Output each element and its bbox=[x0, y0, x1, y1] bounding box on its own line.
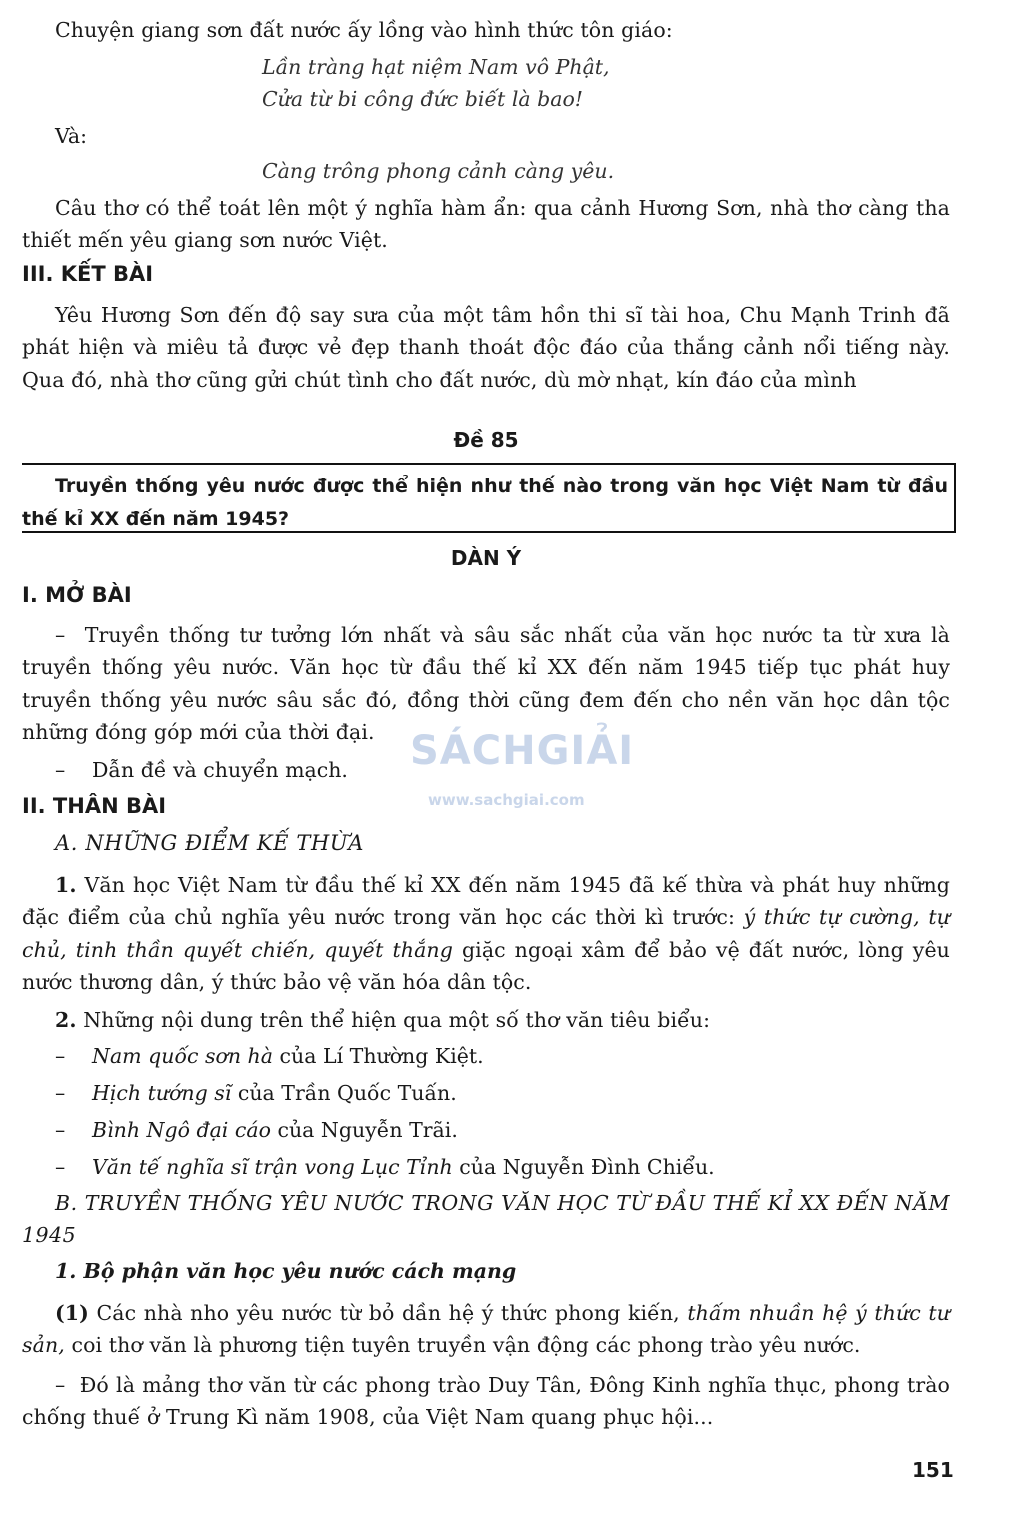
text: Những nội dung trên thể hiện qua một số thơ văn tiêu biểu: bbox=[83, 1008, 711, 1032]
text: Các nhà nho yêu nước từ bỏ dần hệ ý thức phong kiến, bbox=[96, 1301, 680, 1325]
dash: – bbox=[55, 623, 66, 647]
dash: – bbox=[55, 1044, 66, 1068]
poem-quote-1 bbox=[262, 52, 610, 115]
item-number: 1. bbox=[55, 873, 77, 897]
outline-title: DÀN Ý bbox=[450, 546, 522, 570]
work-author: của Lí Thường Kiệt. bbox=[279, 1044, 484, 1068]
work-author: của Nguyễn Đình Chiểu. bbox=[459, 1155, 715, 1179]
list-item bbox=[55, 754, 348, 786]
subheading-a: A. NHỮNG ĐIỂM KẾ THỪA bbox=[55, 831, 364, 855]
work-title: Nam quốc sơn hà bbox=[92, 1044, 273, 1068]
watermark-logo: SÁCHGIẢI bbox=[410, 728, 635, 774]
text: coi thơ văn là phương tiện tuyên truyền vận động các phong trào yêu nước. bbox=[71, 1333, 861, 1358]
dash: – bbox=[55, 1373, 66, 1397]
work-title: Bình Ngô đại cáo bbox=[92, 1118, 271, 1142]
paragraph bbox=[22, 1369, 950, 1434]
italic-text: ý thức tự cường, tự chủ, tinh thần quyết chiến, quyết thắng bbox=[22, 905, 950, 962]
text: Dẫn đề và chuyển mạch. bbox=[92, 758, 348, 782]
poem-quote-2: Càng trông phong cảnh càng yêu. bbox=[262, 159, 615, 183]
paragraph: Câu thơ có thể toát lên một ý nghĩa hàm ẩn: qua cảnh Hương Sơn, nhà thơ càng tha thiết mến yêu giang sơn nước Việt. bbox=[22, 196, 950, 253]
paragraph: Yêu Hương Sơn đến độ say sưa của một tâm hồn thi sĩ tài hoa, Chu Mạnh Trinh đã phát hiện và miêu tả được vẻ đẹp thanh thoát độc đáo của thắng cảnh nổi tiếng này. Qua đó, nhà thơ cũng gửi chút tình cho đất nước, dù mờ nhạt, kín đáo của mình bbox=[22, 303, 950, 392]
question-text: Truyền thống yêu nước được thể hiện như thế nào trong văn học Việt Nam từ đầu thế kỉ XX đến năm 1945? bbox=[22, 475, 948, 530]
poem-line: Lần tràng hạt niệm Nam vô Phật, bbox=[262, 55, 610, 79]
watermark-url: www.sachgiai.com bbox=[428, 791, 585, 809]
subheading-b1: 1. Bộ phận văn học yêu nước cách mạng bbox=[55, 1259, 517, 1283]
work-item bbox=[55, 1040, 484, 1072]
dash: – bbox=[55, 1081, 66, 1105]
work-author: của Trần Quốc Tuấn. bbox=[237, 1081, 457, 1105]
text: giặc ngoại xâm để bảo vệ đất nước, lòng yêu nước thương dân, ý thức bảo vệ văn hóa dân tộc. bbox=[22, 937, 950, 994]
watermark bbox=[410, 728, 635, 818]
item-number: (1) bbox=[55, 1301, 89, 1325]
text: Truyền thống tư tưởng lớn nhất và sâu sắc nhất của văn học nước ta từ xưa là truyền thống yêu nước. Văn học từ đầu thế kỉ XX đến năm 1945 tiếp tục phát huy truyền thống yêu nước sâu sắc đó, đồng thời cũng đem đến cho nền văn học dân tộc những đóng góp mới của thời đại. bbox=[22, 623, 950, 744]
page-number: 151 bbox=[912, 1458, 954, 1482]
work-item bbox=[55, 1077, 457, 1109]
item-number: 2. bbox=[55, 1008, 77, 1032]
and-label: Và: bbox=[55, 124, 88, 148]
dash: – bbox=[55, 1155, 66, 1179]
paragraph bbox=[22, 869, 950, 998]
poem-line: Cửa từ bi công đức biết là bao! bbox=[262, 86, 584, 111]
subheading-b: B. TRUYỀN THỐNG YÊU NƯỚC TRONG VĂN HỌC TỪ ĐẦU THẾ KỈ XX ĐẾN NĂM 1945 bbox=[22, 1191, 950, 1248]
section-heading-ket-bai: III. KẾT BÀI bbox=[22, 262, 154, 286]
intro-line: Chuyện giang sơn đất nước ấy lồng vào hình thức tôn giáo: bbox=[55, 18, 673, 42]
text: Văn học Việt Nam từ đầu thế kỉ XX đến năm 1945 đã kế thừa và phát huy những đặc điểm của chủ nghĩa yêu nước trong văn học các thời kì trước: bbox=[22, 873, 950, 930]
work-item bbox=[55, 1151, 715, 1183]
text: Đó là mảng thơ văn từ các phong trào Duy Tân, Đông Kinh nghĩa thục, phong trào chống thuế ở Trung Kì năm 1908, của Việt Nam quang phục hội... bbox=[22, 1373, 950, 1430]
exercise-title: Đề 85 bbox=[453, 428, 519, 452]
section-heading-mo-bai: I. MỞ BÀI bbox=[22, 583, 132, 607]
paragraph bbox=[22, 1004, 950, 1036]
work-title: Văn tế nghĩa sĩ trận vong Lục Tỉnh bbox=[92, 1155, 453, 1179]
paragraph bbox=[22, 1297, 950, 1362]
work-item bbox=[55, 1114, 458, 1146]
section-heading-than-bai: II. THÂN BÀI bbox=[22, 794, 167, 818]
dash: – bbox=[55, 758, 66, 782]
work-title: Hịch tướng sĩ bbox=[92, 1081, 232, 1105]
work-author: của Nguyễn Trãi. bbox=[277, 1118, 458, 1142]
dash: – bbox=[55, 1118, 66, 1142]
italic-text: thấm nhuần hệ ý thức tư sản, bbox=[22, 1301, 951, 1358]
